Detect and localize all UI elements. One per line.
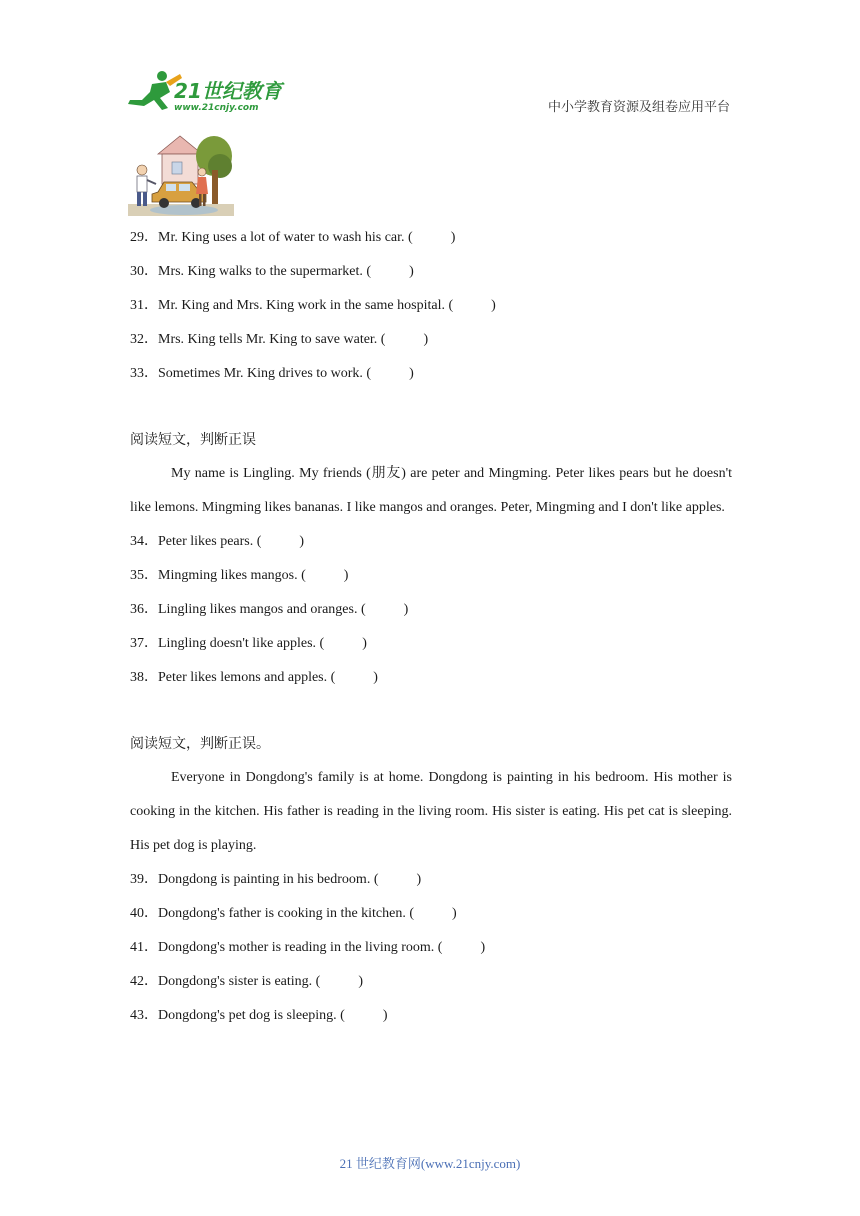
question-34: 34．Peter likes pears. ( ) [130, 534, 305, 549]
question-41: 41．Dongdong's mother is reading in the living room. ( ) [130, 940, 486, 955]
question-31: 31．Mr. King and Mrs. King work in the same hospital. ( ) [130, 298, 496, 313]
question-35: 35．Mingming likes mangos. ( ) [130, 568, 349, 583]
question-29: 29．Mr. King uses a lot of water to wash his car. ( ) [130, 230, 456, 245]
question-40: 40．Dongdong's father is cooking in the kitchen. ( ) [130, 906, 457, 921]
question-42: 42．Dongdong's sister is eating. ( ) [130, 974, 364, 989]
question-32: 32．Mrs. King tells Mr. King to save water. ( ) [130, 332, 429, 347]
question-38: 38．Peter likes lemons and apples. ( ) [130, 670, 378, 685]
svg-text:www.21cnjy.com: www.21cnjy.com [174, 103, 259, 113]
section-title: 阅读短文，判断正误。 [130, 736, 270, 752]
question-33: 33．Sometimes Mr. King drives to work. ( ) [130, 366, 414, 381]
section-car-questions [130, 221, 732, 391]
question-37: 37．Lingling doesn't like apples. ( ) [130, 636, 367, 651]
section-title: 阅读短文，判断正误 [130, 432, 256, 448]
header-platform-name: 中小学教育资源及组卷应用平台 [547, 100, 730, 115]
question-43: 43．Dongdong's pet dog is sleeping. ( ) [130, 1008, 388, 1023]
section-fruit-reading [130, 423, 732, 695]
reading-passage: Everyone in Dongdong's family is at home. Dongdong is painting in his bedroom. His mother is cooking in the kitchen. His father is reading in the living room. His sister is eating. His pet cat is sleeping. His pet dog is playing. [130, 770, 732, 853]
section-family-reading [130, 727, 732, 1033]
question-36: 36．Lingling likes mangos and oranges. ( ) [130, 602, 409, 617]
question-39: 39．Dongdong is painting in his bedroom. ( ) [130, 872, 422, 887]
worksheet-content [130, 221, 732, 1033]
car-washing-illustration [128, 132, 234, 216]
reading-passage: My name is Lingling. My friends (朋友) are peter and Mingming. Peter likes pears but he doesn't like lemons. Mingming likes bananas. I like mangos and oranges. Peter, Mingming and I don't like apples. [130, 466, 732, 515]
site-logo [122, 68, 292, 114]
svg-text:21世纪教育: 21世纪教育 [174, 79, 282, 103]
footer-link[interactable]: 21 世纪教育网(www.21cnjy.com) [339, 1156, 521, 1171]
question-30: 30．Mrs. King walks to the supermarket. ( ) [130, 264, 414, 279]
